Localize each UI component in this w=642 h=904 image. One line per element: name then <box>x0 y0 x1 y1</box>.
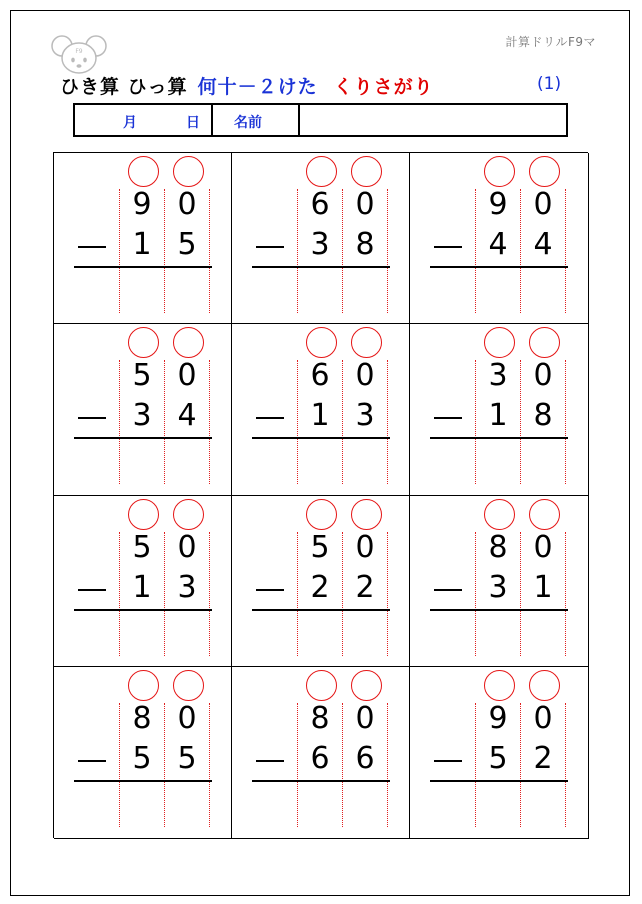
problem-12 <box>410 667 589 839</box>
minuend-tens: 3 <box>488 358 508 393</box>
answer-area[interactable] <box>252 440 390 484</box>
subtrahend-ones: 5 <box>177 741 197 776</box>
minuend-tens: 5 <box>132 530 152 565</box>
title-borrow: くりさがり <box>333 76 434 98</box>
borrow-circle-tens[interactable] <box>128 670 159 701</box>
subtrahend-tens: 6 <box>310 741 330 776</box>
answer-area[interactable] <box>74 440 212 484</box>
borrow-circle-ones[interactable] <box>529 499 560 530</box>
name-label-cell <box>213 105 300 135</box>
name-date-row <box>73 103 568 137</box>
problem-2 <box>232 153 410 324</box>
answer-area[interactable] <box>430 269 568 313</box>
borrow-circle-tens[interactable] <box>484 156 515 187</box>
subtrahend-tens: 1 <box>488 398 508 433</box>
borrow-circle-ones[interactable] <box>351 156 382 187</box>
problem-1 <box>54 153 232 324</box>
problem-7 <box>54 496 232 667</box>
problem-4 <box>54 324 232 496</box>
subtrahend-tens: 5 <box>132 741 152 776</box>
minuend-tens: 8 <box>488 530 508 565</box>
minus-sign <box>434 417 462 419</box>
borrow-circle-ones[interactable] <box>529 156 560 187</box>
minuend-tens: 9 <box>488 701 508 736</box>
problem-grid <box>53 152 588 838</box>
minuend-ones: 0 <box>533 530 553 565</box>
borrow-circle-ones[interactable] <box>173 670 204 701</box>
minuend-ones: 0 <box>177 530 197 565</box>
problem-3 <box>410 153 589 324</box>
answer-line <box>74 609 212 611</box>
answer-area[interactable] <box>252 269 390 313</box>
answer-area[interactable] <box>430 612 568 656</box>
answer-line <box>74 437 212 439</box>
answer-area[interactable] <box>252 612 390 656</box>
problem-5 <box>232 324 410 496</box>
minus-sign <box>434 760 462 762</box>
minuend-ones: 0 <box>355 701 375 736</box>
subtrahend-tens: 1 <box>132 570 152 605</box>
minuend-tens: 8 <box>310 701 330 736</box>
minus-sign <box>78 417 106 419</box>
answer-line <box>430 437 568 439</box>
subtrahend-ones: 2 <box>533 741 553 776</box>
borrow-circle-ones[interactable] <box>173 499 204 530</box>
mouse-logo-icon <box>50 32 108 76</box>
title-problem-type: 何十－２けた <box>197 76 318 98</box>
answer-line <box>430 609 568 611</box>
minuend-tens: 5 <box>132 358 152 393</box>
sheet-number: (1) <box>537 74 562 94</box>
minuend-tens: 9 <box>488 187 508 222</box>
name-input-field[interactable] <box>300 105 566 135</box>
subtrahend-ones: 6 <box>355 741 375 776</box>
problem-10 <box>54 667 232 839</box>
borrow-circle-tens[interactable] <box>306 670 337 701</box>
answer-area[interactable] <box>74 269 212 313</box>
subtrahend-ones: 4 <box>177 398 197 433</box>
minuend-ones: 0 <box>533 187 553 222</box>
title-operation: ひき算 ひっ算 <box>60 76 188 98</box>
borrow-circle-tens[interactable] <box>128 327 159 358</box>
subtrahend-tens: 1 <box>310 398 330 433</box>
subtrahend-ones: 1 <box>533 570 553 605</box>
borrow-circle-tens[interactable] <box>306 499 337 530</box>
subtrahend-tens: 4 <box>488 227 508 262</box>
borrow-circle-ones[interactable] <box>351 670 382 701</box>
borrow-circle-tens[interactable] <box>306 327 337 358</box>
borrow-circle-tens[interactable] <box>128 499 159 530</box>
borrow-circle-ones[interactable] <box>351 327 382 358</box>
subtrahend-tens: 1 <box>132 227 152 262</box>
minus-sign <box>434 589 462 591</box>
minus-sign <box>256 589 284 591</box>
problem-11 <box>232 667 410 839</box>
month-label: 月 <box>123 115 137 131</box>
brand-label: 計算ドリルF9マ <box>505 35 596 49</box>
borrow-circle-tens[interactable] <box>306 156 337 187</box>
subtrahend-ones: 2 <box>355 570 375 605</box>
minuend-ones: 0 <box>533 701 553 736</box>
subtrahend-ones: 3 <box>355 398 375 433</box>
minus-sign <box>78 246 106 248</box>
answer-area[interactable] <box>74 612 212 656</box>
answer-area[interactable] <box>430 440 568 484</box>
answer-area[interactable] <box>252 783 390 827</box>
borrow-circle-ones[interactable] <box>529 670 560 701</box>
subtrahend-ones: 8 <box>355 227 375 262</box>
minuend-ones: 0 <box>355 530 375 565</box>
answer-line <box>252 266 390 268</box>
page-title <box>60 72 434 99</box>
minuend-ones: 0 <box>177 187 197 222</box>
minuend-ones: 0 <box>355 358 375 393</box>
subtrahend-tens: 3 <box>488 570 508 605</box>
minuend-tens: 5 <box>310 530 330 565</box>
subtrahend-ones: 4 <box>533 227 553 262</box>
borrow-circle-tens[interactable] <box>484 499 515 530</box>
day-label: 日 <box>186 115 200 131</box>
minuend-ones: 0 <box>533 358 553 393</box>
answer-line <box>252 437 390 439</box>
subtrahend-tens: 2 <box>310 570 330 605</box>
minuend-ones: 0 <box>177 358 197 393</box>
minus-sign <box>78 589 106 591</box>
minuend-tens: 6 <box>310 187 330 222</box>
subtrahend-tens: 3 <box>310 227 330 262</box>
answer-area[interactable] <box>74 783 212 827</box>
name-label: 名前 <box>234 115 262 131</box>
borrow-circle-ones[interactable] <box>351 499 382 530</box>
minus-sign <box>256 760 284 762</box>
subtrahend-ones: 5 <box>177 227 197 262</box>
subtrahend-ones: 8 <box>533 398 553 433</box>
minus-sign <box>256 246 284 248</box>
minuend-ones: 0 <box>177 701 197 736</box>
borrow-circle-ones[interactable] <box>529 327 560 358</box>
answer-area[interactable] <box>430 783 568 827</box>
minus-sign <box>78 760 106 762</box>
subtrahend-tens: 5 <box>488 741 508 776</box>
minuend-tens: 9 <box>132 187 152 222</box>
answer-line <box>74 266 212 268</box>
minuend-tens: 8 <box>132 701 152 736</box>
minus-sign <box>434 246 462 248</box>
subtrahend-tens: 3 <box>132 398 152 433</box>
answer-line <box>430 780 568 782</box>
borrow-circle-tens[interactable] <box>484 670 515 701</box>
borrow-circle-tens[interactable] <box>128 156 159 187</box>
borrow-circle-ones[interactable] <box>173 156 204 187</box>
minuend-tens: 6 <box>310 358 330 393</box>
problem-8 <box>232 496 410 667</box>
logo-text: F9 <box>75 48 83 55</box>
problem-9 <box>410 496 589 667</box>
answer-line <box>252 609 390 611</box>
borrow-circle-tens[interactable] <box>484 327 515 358</box>
answer-line <box>74 780 212 782</box>
answer-line <box>430 266 568 268</box>
date-field[interactable] <box>75 105 213 135</box>
minuend-ones: 0 <box>355 187 375 222</box>
borrow-circle-ones[interactable] <box>173 327 204 358</box>
minus-sign <box>256 417 284 419</box>
problem-6 <box>410 324 589 496</box>
subtrahend-ones: 3 <box>177 570 197 605</box>
answer-line <box>252 780 390 782</box>
